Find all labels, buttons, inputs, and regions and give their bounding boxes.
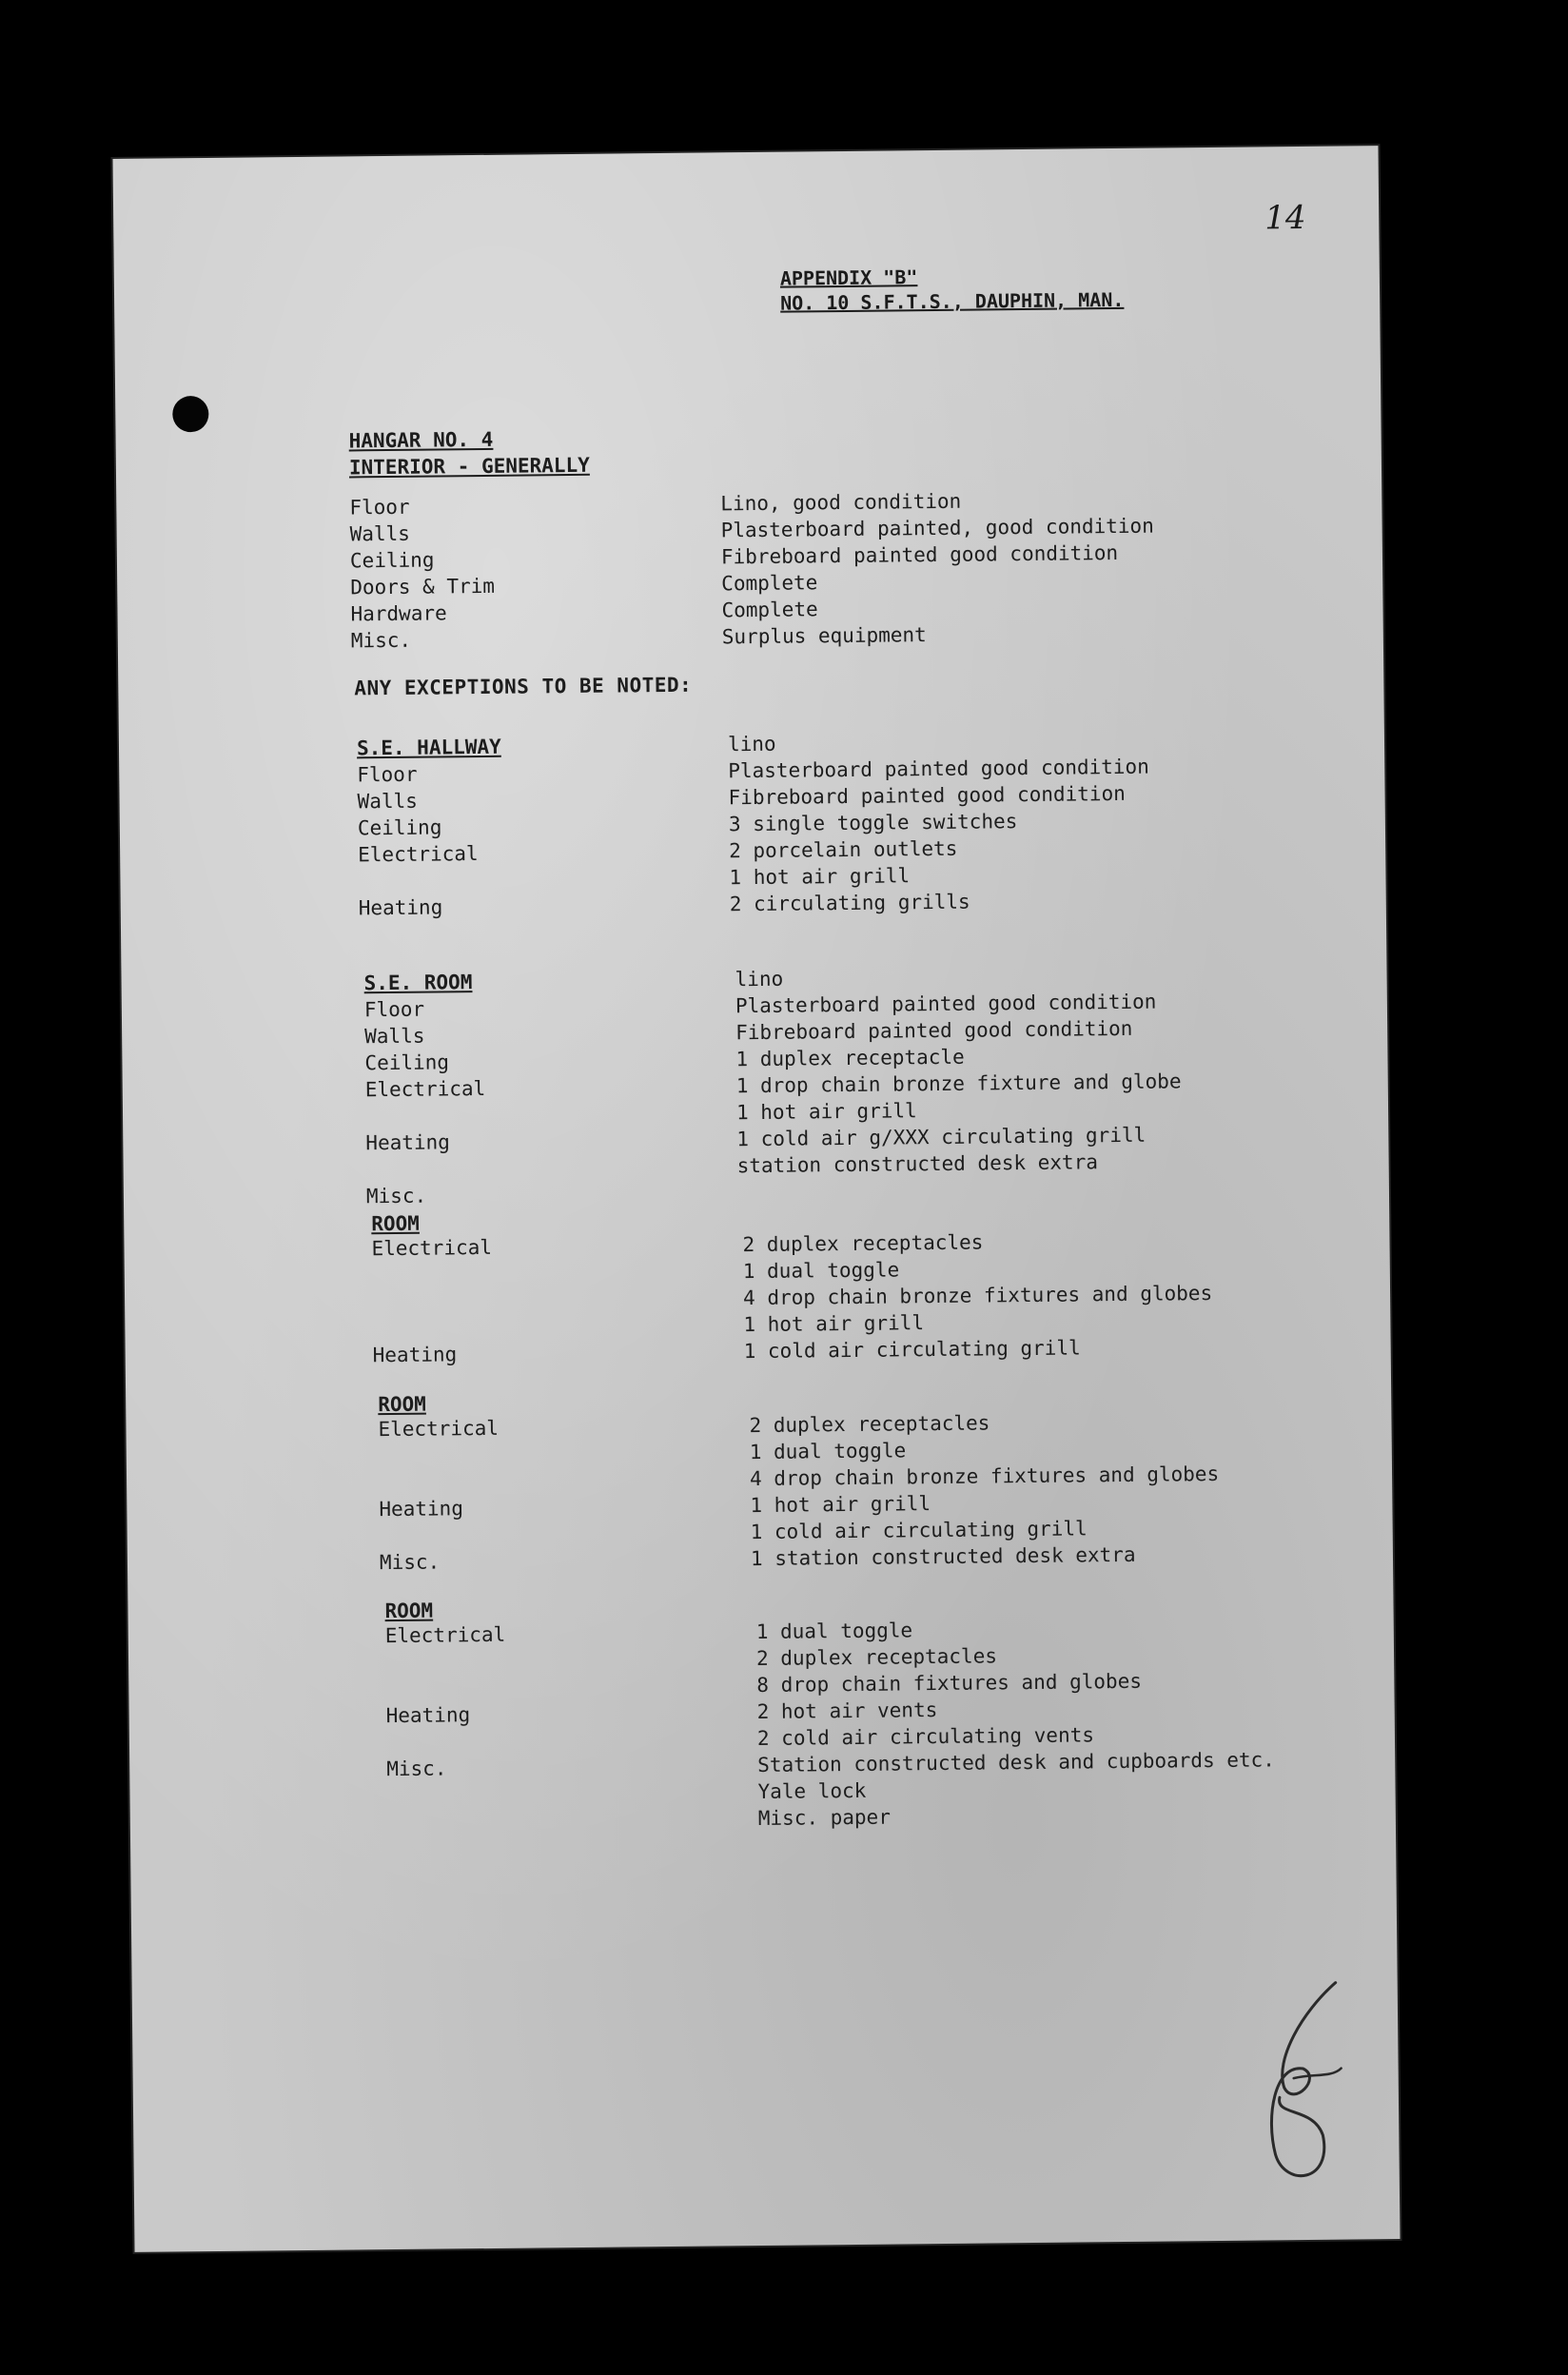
entry-value: 1 hot air grill — [743, 1311, 925, 1337]
entry-label — [372, 1311, 743, 1342]
punch-hole — [172, 396, 208, 432]
entry-value: 1 cold air g/XXX circulating grill — [736, 1123, 1147, 1151]
entry-value: 3 single toggle switches — [728, 810, 1018, 836]
entry-value: Surplus equipment — [721, 623, 927, 649]
entry-label — [366, 1152, 737, 1183]
appendix-title: APPENDIX "B" — [779, 265, 918, 290]
entry-value: 1 duplex receptacle — [735, 1045, 965, 1071]
entry-value: Yale lock — [757, 1778, 867, 1804]
entry-label: Floor — [349, 495, 410, 520]
entry-value: Complete — [721, 571, 818, 596]
entry-value: 2 circulating grills — [729, 890, 970, 916]
se-room-rows — [363, 961, 1182, 1209]
entry-value: Misc. paper — [757, 1805, 892, 1831]
entry-value: 1 hot air grill — [750, 1492, 931, 1518]
entry-label — [358, 864, 729, 894]
entry-label: Ceiling — [349, 548, 435, 573]
entry-value: 1 cold air circulating grill — [750, 1517, 1088, 1544]
entry-label — [387, 1805, 758, 1835]
se-hallway-section — [357, 727, 1151, 922]
entry-value: 1 hot air grill — [729, 864, 911, 890]
entry-value: Plasterboard painted, good condition — [720, 514, 1154, 542]
entry-label: Misc. — [365, 1184, 427, 1208]
room-2-rows — [378, 1407, 1220, 1576]
entry-value: lino — [735, 967, 784, 991]
entry-value: Lino, good condition — [720, 489, 962, 516]
entry-label — [379, 1465, 750, 1496]
room-3-rows — [385, 1613, 1276, 1835]
entry-label: Misc. — [379, 1550, 441, 1575]
entry-value: 2 duplex receptacles — [749, 1411, 990, 1438]
entry-value: 2 duplex receptacles — [742, 1230, 984, 1257]
entry-value: 1 dual toggle — [742, 1258, 900, 1284]
hangar-subtitle: INTERIOR - GENERALLY — [348, 453, 590, 480]
page-number: 14 — [1264, 198, 1306, 238]
entry-label: Floor — [357, 762, 418, 787]
entry-value: 2 duplex receptacles — [755, 1644, 998, 1671]
entry-label — [372, 1258, 743, 1288]
handwritten-initials — [1245, 1973, 1362, 2192]
se-room-section — [363, 961, 1182, 1209]
entry-label: Heating — [385, 1703, 471, 1728]
entry-label: Heating — [358, 895, 443, 920]
entry-label — [363, 966, 735, 996]
entry-value: Plasterboard painted good condition — [735, 990, 1157, 1018]
entry-label: Heating — [372, 1343, 458, 1367]
hangar-rows — [349, 486, 1155, 655]
entry-value: 2 cold air circulating vents — [756, 1723, 1095, 1751]
entry-value: station constructed desk extra — [736, 1150, 1099, 1178]
entry-label: Heating — [379, 1497, 464, 1521]
entry-value: Complete — [721, 598, 818, 622]
entry-label: Misc. — [350, 628, 412, 653]
entry-label — [365, 1099, 736, 1129]
entry-label — [386, 1778, 757, 1809]
entry-value: Station constructed desk and cupboards etc. — [757, 1748, 1275, 1777]
entry-value: Fibreboard painted good condition — [735, 1016, 1133, 1045]
entry-label — [386, 1725, 757, 1756]
document-header — [780, 263, 1125, 316]
room-1-title: ROOM — [371, 1211, 420, 1236]
room-3-section — [384, 1588, 1275, 1835]
entry-value: 1 dual toggle — [755, 1619, 913, 1644]
entry-label: Electrical — [358, 842, 479, 867]
entry-label — [379, 1439, 750, 1469]
entry-label — [385, 1672, 756, 1702]
entry-value: lino — [727, 732, 776, 756]
entry-value: 1 drop chain bronze fixture and globe — [735, 1070, 1182, 1098]
entry-label: Walls — [357, 789, 418, 814]
document-page — [113, 146, 1401, 2252]
se-hallway-title: S.E. HALLWAY — [356, 735, 501, 760]
entry-label: Ceiling — [364, 1050, 450, 1075]
entry-label: Ceiling — [357, 815, 442, 840]
room-2-section — [378, 1383, 1220, 1576]
hangar-title: HANGAR NO. 4 — [348, 427, 494, 453]
entry-value: 1 cold air circulating grill — [743, 1336, 1081, 1364]
room-2-title: ROOM — [378, 1392, 426, 1417]
entry-value: 4 drop chain bronze fixtures and globes — [749, 1462, 1220, 1491]
entry-value: 4 drop chain bronze fixtures and globes — [742, 1281, 1213, 1310]
room-3-title: ROOM — [384, 1599, 434, 1623]
se-room-title: S.E. ROOM — [363, 971, 473, 995]
entry-value: Plasterboard painted good condition — [728, 755, 1149, 783]
entry-value: Fibreboard painted good condition — [728, 781, 1126, 810]
entry-label: Walls — [364, 1024, 425, 1049]
entry-label: Doors & Trim — [350, 574, 496, 599]
entry-label: Hardware — [350, 601, 447, 626]
room-1-section — [371, 1202, 1213, 1368]
station-name: NO. 10 S.F.T.S., DAUPHIN, MAN. — [780, 287, 1125, 315]
entry-value: 1 dual toggle — [749, 1439, 907, 1464]
entry-value: 8 drop chain fixtures and globes — [756, 1669, 1143, 1698]
hangar-section — [348, 420, 1155, 655]
entry-label — [380, 1519, 751, 1549]
entry-label — [372, 1285, 743, 1315]
entry-label: Walls — [349, 521, 411, 546]
entry-value: 2 porcelain outlets — [729, 836, 958, 863]
entry-label — [385, 1645, 756, 1676]
entry-label — [357, 731, 728, 761]
entry-label: Electrical — [371, 1235, 493, 1261]
entry-value: 2 hot air vents — [756, 1698, 938, 1724]
entry-value: 1 hot air grill — [735, 1099, 917, 1125]
se-hallway-rows — [357, 727, 1151, 922]
room-1-rows — [371, 1227, 1213, 1368]
entry-label: Electrical — [378, 1416, 500, 1442]
entry-label: Heating — [365, 1130, 450, 1155]
exceptions-note: ANY EXCEPTIONS TO BE NOTED: — [354, 673, 693, 700]
entry-label: Floor — [363, 997, 425, 1022]
entry-label: Misc. — [386, 1757, 447, 1781]
entry-value: Fibreboard painted good condition — [720, 540, 1119, 569]
entry-label: Electrical — [384, 1622, 506, 1648]
entry-label: Electrical — [364, 1076, 486, 1102]
entry-value: 1 station constructed desk extra — [750, 1542, 1136, 1571]
